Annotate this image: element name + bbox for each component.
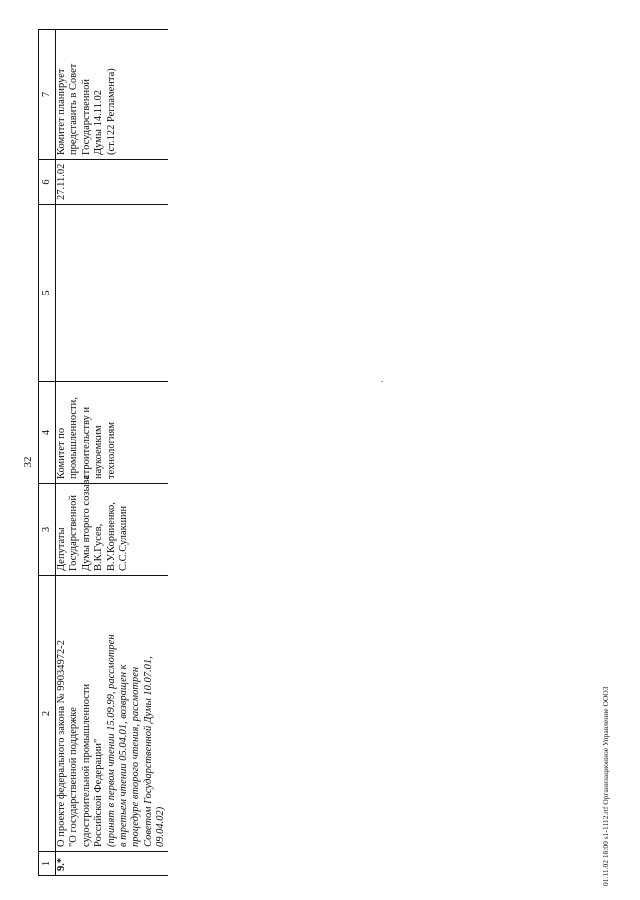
- column-number: 1: [39, 852, 56, 876]
- subject-note-line: 09.04.02): [155, 806, 167, 847]
- subject-note-line: (принят в первом чтении 15.09.99, рассмотрен: [105, 634, 117, 847]
- note-line: Думы 14.11.02: [93, 90, 105, 155]
- column-number: 7: [39, 30, 56, 160]
- bill-subject: [56, 576, 168, 852]
- author-line: Депутаты: [56, 527, 67, 571]
- column-number: 2: [39, 576, 56, 852]
- note-line: (ст.122 Регламента): [105, 68, 117, 155]
- column-number: 3: [39, 484, 56, 576]
- committee-line: промышленности,: [68, 397, 80, 479]
- column-5-cell: [56, 205, 168, 382]
- author-line: Думы второго созыва: [80, 474, 92, 571]
- author-line: Государственной: [68, 495, 80, 571]
- column-number: 6: [39, 160, 56, 205]
- subject-line: Российской Федерации": [93, 738, 105, 847]
- note-line: Комитет планирует: [56, 68, 67, 155]
- column-number: 5: [39, 205, 56, 382]
- column-number: 4: [39, 382, 56, 484]
- responsible-committee: [56, 382, 168, 484]
- date-cell: 27.11.02: [56, 160, 168, 205]
- row-number: 9.*: [56, 852, 168, 876]
- document-table-rotated: [38, 30, 167, 876]
- notes-cell: [56, 30, 168, 160]
- note-line: представить в Совет: [68, 63, 80, 155]
- subject-line: судостроительной промышленности: [80, 683, 92, 847]
- table-row: [56, 30, 168, 876]
- scan-speck: [381, 381, 383, 382]
- subject-line: О проекте федерального закона № 99034972-2: [56, 639, 67, 847]
- author-line: В.У.Корниенко,: [105, 502, 117, 571]
- note-line: Государственной: [80, 79, 92, 155]
- page-footer: 01.11.02 18:00 s1-1112.rtf Организационное Управление ООО3: [601, 686, 610, 886]
- author-line: В.К.Гусев,: [93, 523, 105, 571]
- bills-table: [38, 29, 168, 876]
- committee-line: наукоемким: [93, 425, 105, 479]
- committee-line: Комитет по: [56, 427, 67, 479]
- page-number: 32: [22, 456, 34, 468]
- subject-note-line: Советом Государственной Думы 10.07.01,: [142, 656, 154, 847]
- bill-authors: [56, 474, 168, 576]
- subject-note-line: процедуре второго чтения, рассмотрен: [130, 666, 142, 847]
- column-number-row: [39, 30, 56, 876]
- committee-line: технологиям: [105, 422, 117, 479]
- subject-note-line: в третьем чтении 05.04.01, возвращен к: [118, 664, 130, 847]
- author-line: С.С.Сулакшин: [118, 505, 130, 571]
- subject-line: "О государственной поддержке: [68, 707, 80, 847]
- committee-line: строительству и: [80, 406, 92, 479]
